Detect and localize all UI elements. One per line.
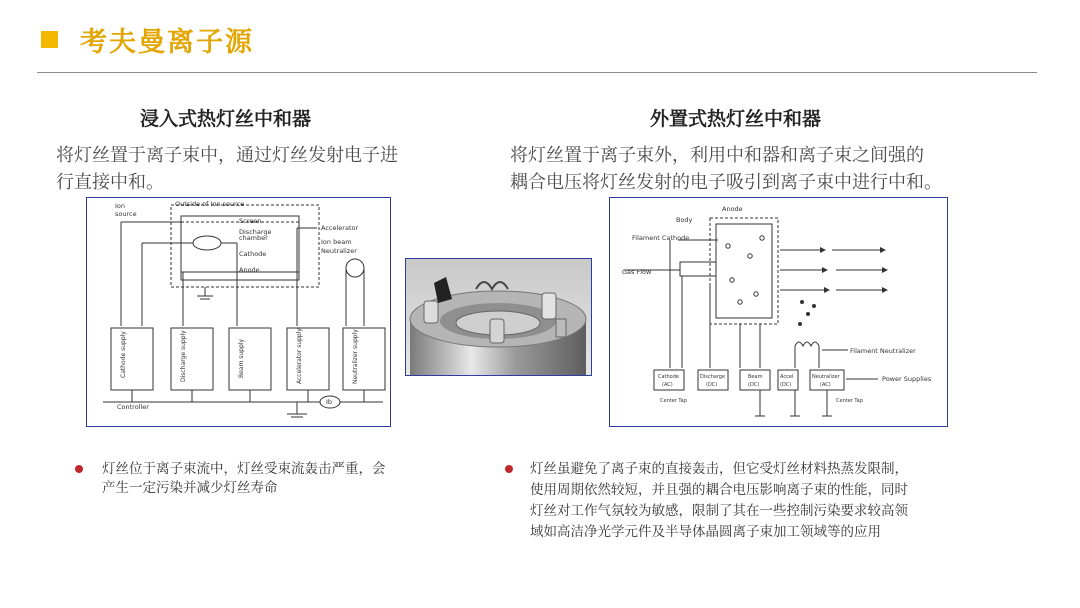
left-desc-line1: 将灯丝置于离子束中，通过灯丝发射电子进 <box>56 145 398 166</box>
ion-source-photo-illustration <box>406 259 591 375</box>
right-desc-line1: 将灯丝置于离子束外，利用中和器和离子束之间强的 <box>510 145 924 166</box>
external-neutralizer-schematic <box>610 198 946 425</box>
label-ion-source-1: Ion <box>115 202 126 210</box>
right-bullet-line3: 灯丝对工作气氛较为敏感，限制了其在一些控制污染要求较高领 <box>530 503 908 519</box>
label-discharge-1: Discharge <box>239 228 272 236</box>
left-desc-line2: 行直接中和。 <box>56 172 164 193</box>
immersed-neutralizer-diagram <box>86 197 391 427</box>
title-square-marker <box>41 31 58 48</box>
supply-label-accelerator: Accelerator supply <box>296 328 303 384</box>
supply-label-beam: Beam supply <box>238 339 245 378</box>
supply-neutralizer-type: (AC) <box>820 382 831 388</box>
supply-label-cathode: Cathode supply <box>120 331 127 378</box>
label-controller: Controller <box>117 403 149 411</box>
label-gas-flow: Gas Flow <box>622 268 652 276</box>
supply-discharge-name: Discharge <box>700 374 726 380</box>
left-bullet-line1: 灯丝位于离子束流中，灯丝受束流轰击严重，会 <box>102 461 386 477</box>
label-anode: Anode <box>239 266 260 274</box>
supply-cathode-type: (AC) <box>662 382 673 388</box>
right-bullet-line1: 灯丝虽避免了离子束的直接轰击，但它受灯丝材料热蒸发限制， <box>530 461 908 477</box>
immersed-neutralizer-schematic <box>87 198 389 425</box>
label-ib: Ib <box>326 398 333 406</box>
right-bullet-line4: 域如高洁净光学元件及半导体晶圆离子束加工领域等的应用 <box>530 524 881 540</box>
supply-cathode-name: Cathode <box>658 374 679 380</box>
right-heading: 外置式热灯丝中和器 <box>650 108 822 130</box>
ion-source-photo <box>405 258 592 376</box>
supply-beam-name: Beam <box>748 374 763 380</box>
supply-label-neutralizer: Neutralizer supply <box>352 329 359 384</box>
label-neutralizer: Neutralizer <box>321 247 357 255</box>
page-title: 考夫曼离子源 <box>80 27 254 58</box>
label-screen: Screen <box>239 217 262 225</box>
label-filament-cathode: Filament Cathode <box>632 234 690 242</box>
label-power-supplies: Power Supplies <box>882 375 932 383</box>
label-anode-right: Anode <box>722 205 743 213</box>
label-ion-source-2: source <box>115 210 137 218</box>
label-filament-neutralizer: Filament Neutralizer <box>850 347 916 355</box>
label-center-tap-2: Center Tap <box>836 398 863 404</box>
supply-discharge-type: (DC) <box>706 382 718 388</box>
label-body: Body <box>676 216 693 224</box>
supply-accel-name: Accel <box>780 374 794 380</box>
left-heading: 浸入式热灯丝中和器 <box>140 108 312 130</box>
supply-neutralizer-name: Neutralizer <box>812 374 840 380</box>
left-bullet-dot <box>75 465 83 473</box>
right-bullet-dot <box>505 465 513 473</box>
supply-label-discharge: Discharge supply <box>180 330 187 382</box>
label-center-tap-1: Center Tap <box>660 398 687 404</box>
external-neutralizer-diagram <box>609 197 948 427</box>
title-divider <box>37 72 1037 73</box>
supply-accel-type: (DC) <box>780 382 792 388</box>
right-bullet-line2: 使用周期依然较短，并且强的耦合电压影响离子束的性能，同时 <box>530 482 908 498</box>
supply-beam-type: (DC) <box>748 382 760 388</box>
label-outside-ion-source: Outside of Ion source <box>175 200 245 208</box>
label-ion-beam: Ion beam <box>321 238 352 246</box>
label-cathode: Cathode <box>239 250 267 258</box>
right-desc-line2: 耦合电压将灯丝发射的电子吸引到离子束中进行中和。 <box>510 172 942 193</box>
label-discharge-2: chamber <box>239 234 268 242</box>
left-bullet-line2: 产生一定污染并减少灯丝寿命 <box>102 480 278 496</box>
label-accelerator: Accelerator <box>321 224 359 232</box>
